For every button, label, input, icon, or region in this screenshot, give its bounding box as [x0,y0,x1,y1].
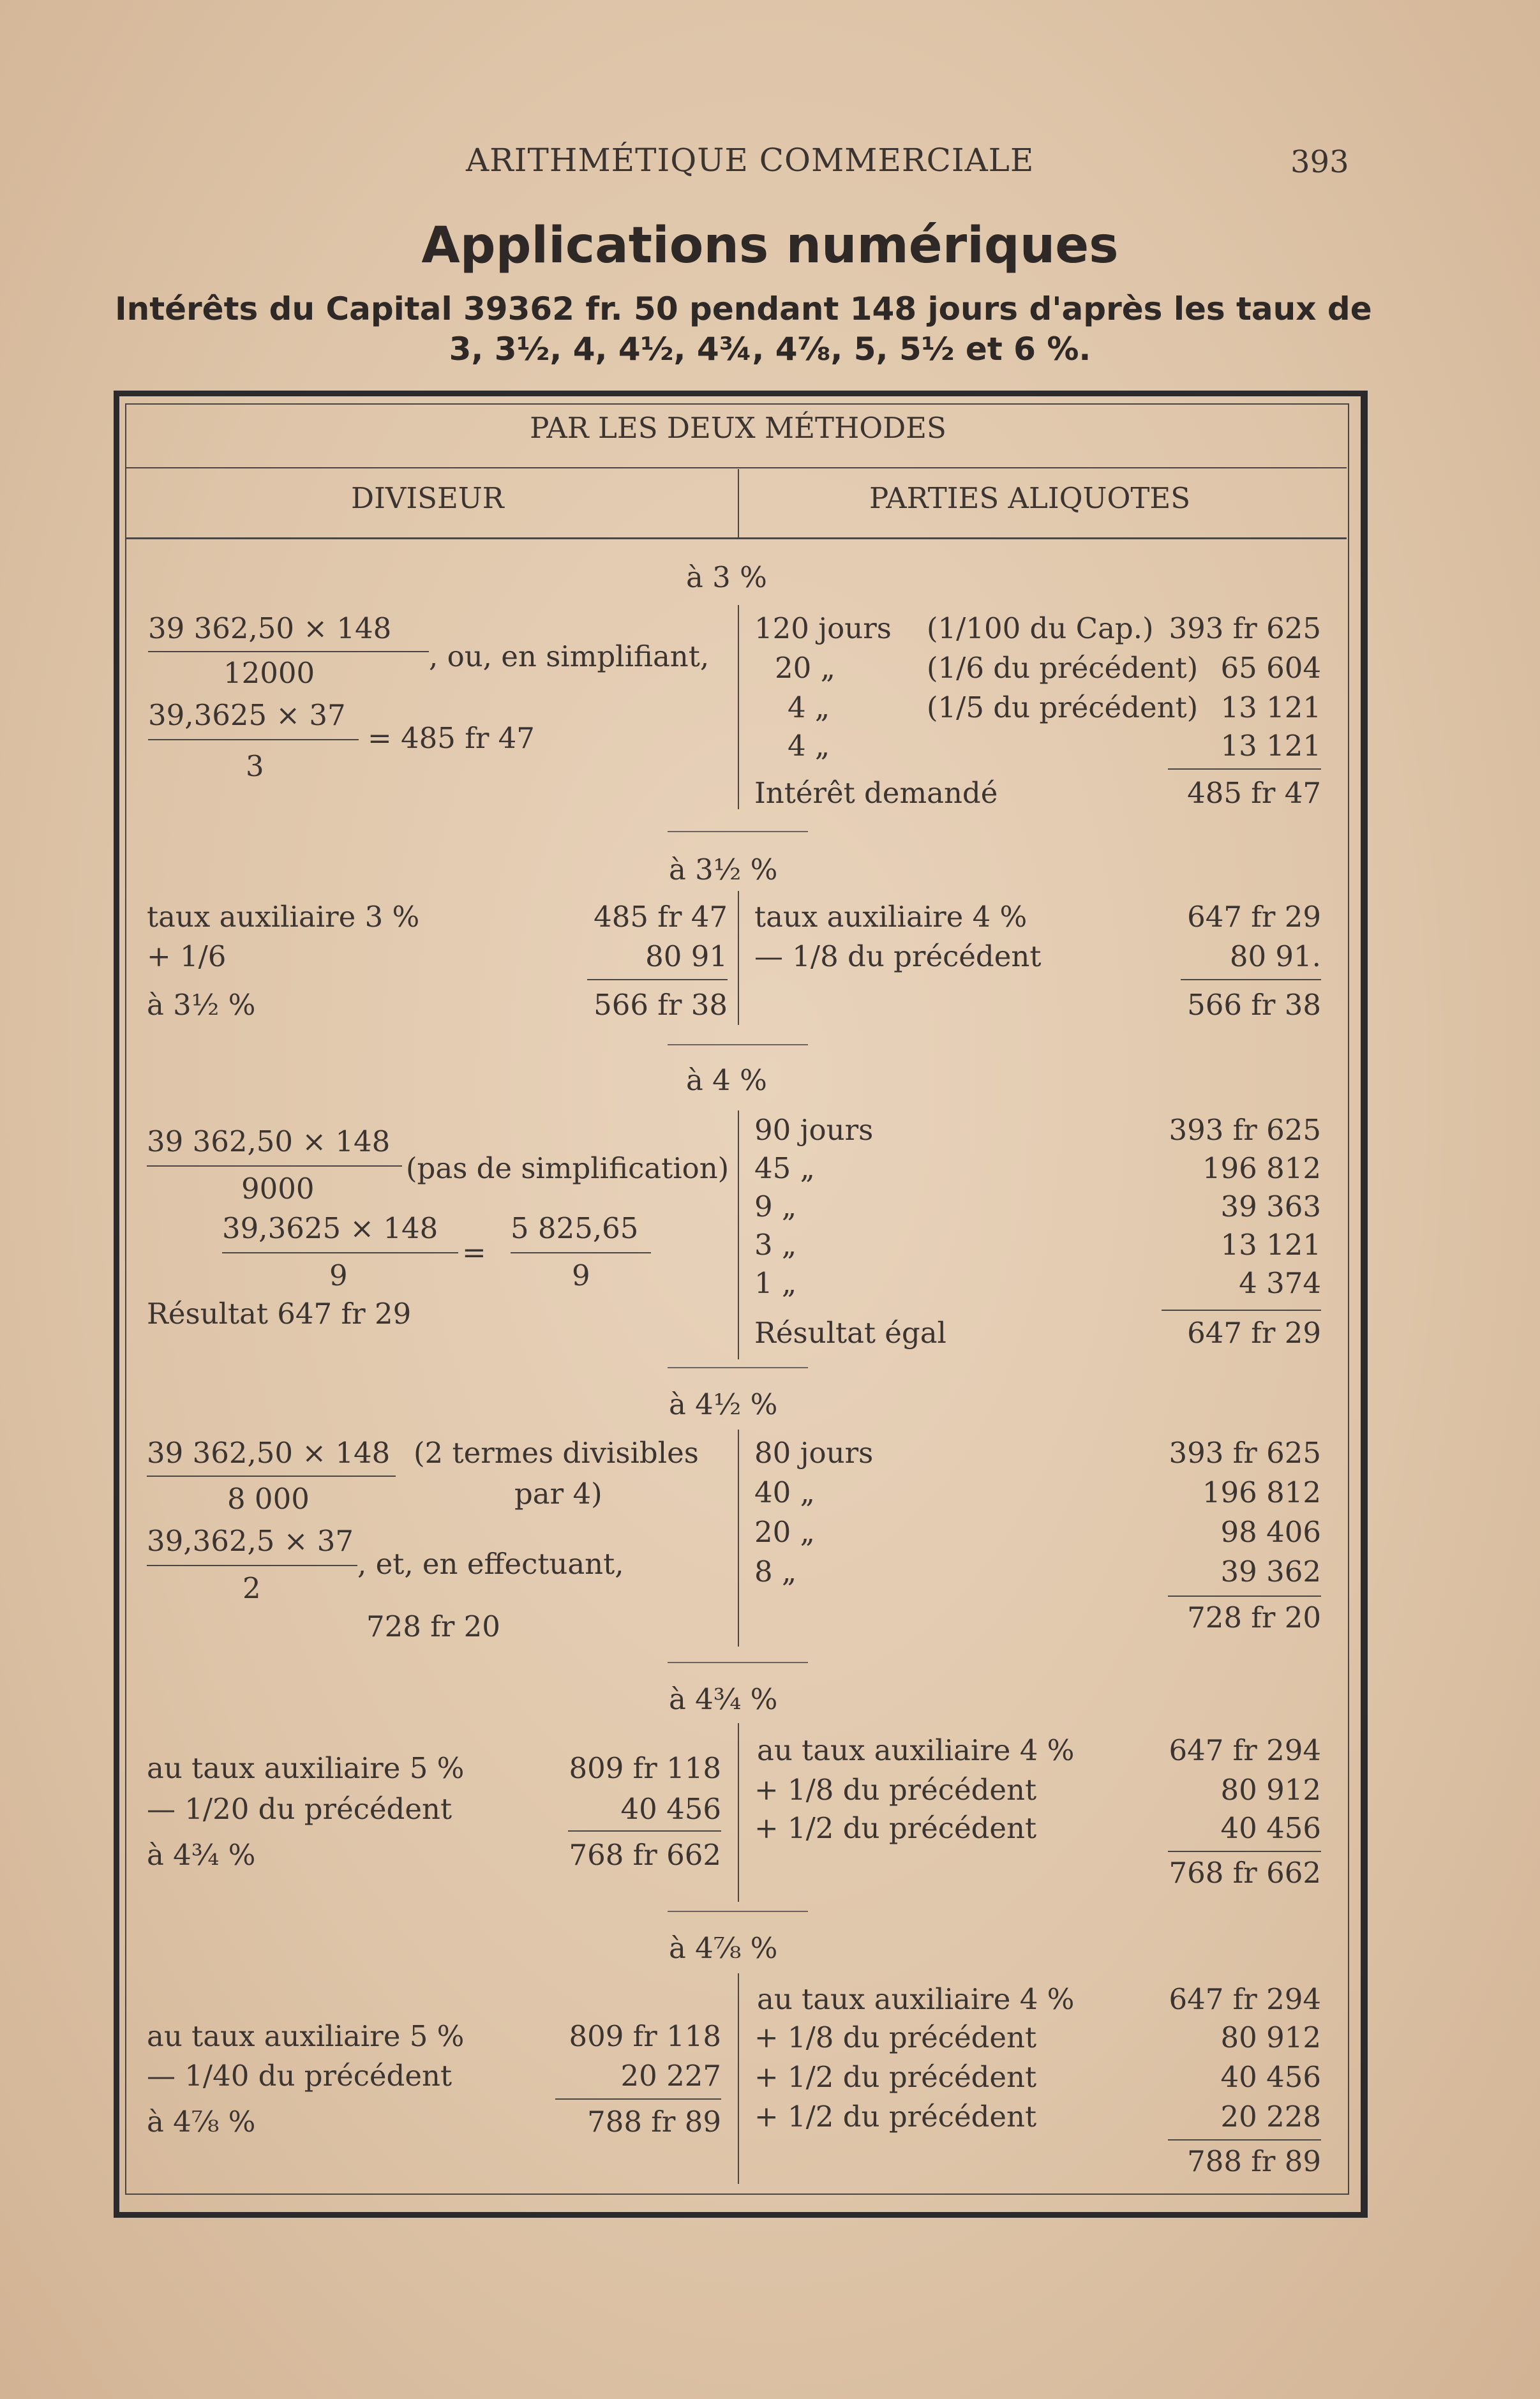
s3-column-divider [738,1110,739,1359]
s6-left-row1-value: 809 fr 118 [569,2019,721,2053]
section-heading-4-75: à 4¾ % [669,1682,778,1716]
aliquot-value: 13 121 [1220,1228,1321,1262]
aliquot-value: 393 fr 625 [1169,1436,1321,1470]
header-rule [125,467,1347,468]
s5-left-row1-label: au taux auxiliaire 5 % [147,1751,465,1785]
aliquot-days: 20 „ [754,1515,815,1549]
s4-left-denominator: 8 000 [227,1482,310,1516]
s4-fraction-bar [147,1476,396,1477]
s3-left-denominator: 9000 [241,1172,315,1206]
section-heading-3-5: à 3½ % [669,853,778,886]
column-header-rule [125,537,1347,539]
section-heading-4-875: à 4⅞ % [669,1931,778,1965]
s6-left-row3-label: à 4⅞ % [147,2105,256,2139]
aliquot-days: 1 „ [754,1266,797,1300]
s5-left-row2-value: 40 456 [620,1792,721,1826]
aliquot-value: 196 812 [1202,1476,1321,1509]
s6-left-sum-rule [555,2098,721,2100]
s4-sum-rule [1168,1596,1321,1597]
s5-separator [668,1662,808,1663]
s2-right-row1-label: taux auxiliaire 4 % [754,900,1028,934]
s4-left-note-2: par 4) [514,1477,602,1511]
s1-column-divider [738,605,739,809]
s3-equals: = [462,1236,486,1269]
aliquot-row [754,1266,1322,1301]
page-title: Applications numériques [421,217,1119,274]
s5-left-sum-rule [568,1830,721,1832]
s1-left-result: = 485 fr 47 [368,721,535,755]
table-header: PAR LES DEUX MÉTHODES [530,411,946,445]
s3-fraction-bar [147,1165,402,1167]
s5-right-row3-value: 40 456 [1220,1811,1321,1845]
s5-right-row1-value: 647 fr 294 [1169,1733,1321,1767]
s3-left-note: (pas de simplification) [406,1151,729,1185]
aliquot-days: 80 jours [754,1436,874,1470]
column-header-parties-aliquotes: PARTIES ALIQUOTES [869,481,1191,515]
s1-row1-note: (1/100 du Cap.) [927,611,1154,645]
s5-left-row2-label: — 1/20 du précédent [147,1792,452,1826]
aliquot-days: 3 „ [754,1228,797,1262]
s6-right-sum-rule [1168,2139,1321,2141]
s3-left-numerator-3: 5 825,65 [511,1211,639,1245]
aliquot-value: 393 fr 625 [1169,1113,1321,1147]
s1-row1-value: 393 fr 625 [1169,611,1321,645]
s2-left-row2-label: + 1/6 [147,939,227,973]
column-divider-header [738,469,739,539]
aliquot-value: 98 406 [1220,1515,1321,1549]
aliquot-days: 9 „ [754,1190,797,1223]
aliquot-value: 39 362 [1220,1555,1321,1588]
s4-left-result: 728 fr 20 [366,1610,500,1643]
aliquot-row [754,1192,1322,1224]
s3-result-value: 647 fr 29 [1187,1316,1321,1350]
s1-sum-rule [1168,768,1321,770]
s6-separator [668,1911,808,1912]
s6-right-row1-label: au taux auxiliaire 4 % [757,1982,1075,2016]
aliquot-days: 40 „ [754,1476,815,1509]
aliquot-row [754,1113,1322,1147]
s4-result-value: 728 fr 20 [1187,1601,1321,1634]
s2-left-row2-value: 80 91 [645,939,728,973]
s5-left-row3-label: à 4¾ % [147,1838,256,1872]
s4-left-numerator-2: 39,362,5 × 37 [147,1524,354,1558]
s2-right-sum-rule [1181,979,1321,980]
s2-right-row1-value: 647 fr 29 [1187,900,1321,934]
aliquot-days: 90 jours [754,1113,874,1147]
s1-row2-days: 20 „ [775,651,835,685]
s6-left-row1-label: au taux auxiliaire 5 % [147,2019,465,2053]
s6-left-row2-label: — 1/40 du précédent [147,2059,452,2093]
page-number: 393 [1290,144,1349,180]
s1-row4-value: 13 121 [1220,729,1321,763]
s1-left-denominator-2: 3 [246,749,264,783]
aliquot-row [754,1515,1322,1550]
subtitle-line-2: 3, 3½, 4, 4½, 4¾, 4⅞, 5, 5½ et 6 %. [449,331,1091,368]
s5-right-row3-label: + 1/2 du précédent [754,1811,1037,1845]
s6-right-row2-value: 80 912 [1220,2021,1321,2054]
s1-fraction-bar-2 [148,739,359,740]
aliquot-row [754,1557,1322,1589]
section-heading-3: à 3 % [686,560,767,594]
s5-column-divider [738,1723,739,1902]
s6-right-row2-label: + 1/8 du précédent [754,2021,1037,2054]
s3-result-label: Résultat égal [754,1316,946,1350]
aliquot-value: 39 363 [1220,1190,1321,1223]
s4-left-note-3: , et, en effectuant, [357,1547,624,1581]
subtitle-line-1: Intérêts du Capital 39362 fr. 50 pendant 148 jours d'après les taux de [115,290,1372,327]
s2-left-row3-label: à 3½ % [147,988,256,1022]
s5-right-row2-label: + 1/8 du précédent [754,1773,1037,1807]
s1-row2-value: 65 604 [1220,651,1321,685]
s1-row2-note: (1/6 du précédent) [927,651,1199,685]
s1-left-denominator: 12000 [223,656,315,690]
s1-left-numerator: 39 362,50 × 148 [148,611,392,645]
aliquot-row [754,1230,1322,1262]
s2-right-row3-value: 566 fr 38 [1187,988,1321,1022]
aliquot-row [754,1151,1322,1186]
s5-left-row3-value: 768 fr 662 [569,1838,721,1872]
s6-left-row3-value: 788 fr 89 [587,2105,721,2139]
s6-right-row3-label: + 1/2 du précédent [754,2060,1037,2094]
aliquot-value: 196 812 [1202,1151,1321,1185]
s1-row1-days: 120 jours [754,611,892,645]
s1-row3-days: 4 „ [788,691,830,724]
s5-right-sum-rule [1168,1851,1321,1852]
s1-result-label: Intérêt demandé [754,776,998,810]
s3-left-denominator-3: 9 [572,1259,590,1292]
s5-right-row1-label: au taux auxiliaire 4 % [757,1733,1075,1767]
s3-left-result: Résultat 647 fr 29 [147,1297,412,1331]
running-head: ARITHMÉTIQUE COMMERCIALE [466,142,1035,179]
s2-separator [668,831,808,832]
s3-separator [668,1044,808,1045]
s3-fraction-bar-2 [222,1252,458,1253]
s3-fraction-bar-3 [511,1252,651,1253]
s3-left-denominator-2: 9 [329,1259,348,1292]
s4-fraction-bar-2 [147,1565,357,1566]
section-heading-4-5: à 4½ % [669,1387,778,1421]
s4-separator [668,1367,808,1368]
s1-fraction-bar [148,651,429,652]
section-heading-4: à 4 % [686,1063,767,1097]
s2-left-row1-label: taux auxiliaire 3 % [147,900,420,934]
s2-right-row2-label: — 1/8 du précédent [754,939,1042,973]
s2-left-row1-value: 485 fr 47 [594,900,728,934]
s4-column-divider [738,1430,739,1647]
s5-right-row2-value: 80 912 [1220,1773,1321,1807]
s4-left-numerator: 39 362,50 × 148 [147,1436,391,1470]
s6-column-divider [738,1973,739,2184]
s5-left-row1-value: 809 fr 118 [569,1751,721,1785]
s3-left-numerator: 39 362,50 × 148 [147,1125,391,1158]
s4-left-denominator-2: 2 [243,1571,261,1605]
s2-right-row2-value: 80 91. [1229,939,1321,973]
s3-left-numerator-2: 39,3625 × 148 [222,1211,438,1245]
aliquot-row [754,1436,1322,1470]
aliquot-value: 4 374 [1239,1266,1321,1300]
s1-left-numerator-2: 39,3625 × 37 [148,698,346,732]
s3-sum-rule [1162,1310,1321,1311]
aliquot-days: 45 „ [754,1151,815,1185]
s4-left-note: (2 termes divisibles [414,1436,699,1470]
aliquot-days: 8 „ [754,1555,797,1588]
s1-result-value: 485 fr 47 [1187,776,1321,810]
s2-column-divider [738,891,739,1025]
s6-right-row4-value: 20 228 [1220,2100,1321,2134]
column-header-diviseur: DIVISEUR [351,481,504,515]
s1-row4-days: 4 „ [788,729,830,763]
s5-right-row4-value: 768 fr 662 [1169,1856,1321,1890]
s6-right-row4-label: + 1/2 du précédent [754,2100,1037,2134]
s2-left-row3-value: 566 fr 38 [594,988,728,1022]
aliquot-row [754,1478,1322,1510]
s6-right-row1-value: 647 fr 294 [1169,1982,1321,2016]
s6-right-row5-value: 788 fr 89 [1187,2144,1321,2178]
s6-left-row2-value: 20 227 [620,2059,721,2093]
s6-right-row3-value: 40 456 [1220,2060,1321,2094]
s1-row3-value: 13 121 [1220,691,1321,724]
s1-left-note: , ou, en simplifiant, [429,639,710,673]
s2-left-sum-rule [587,979,728,980]
s1-row3-note: (1/5 du précédent) [927,691,1199,724]
